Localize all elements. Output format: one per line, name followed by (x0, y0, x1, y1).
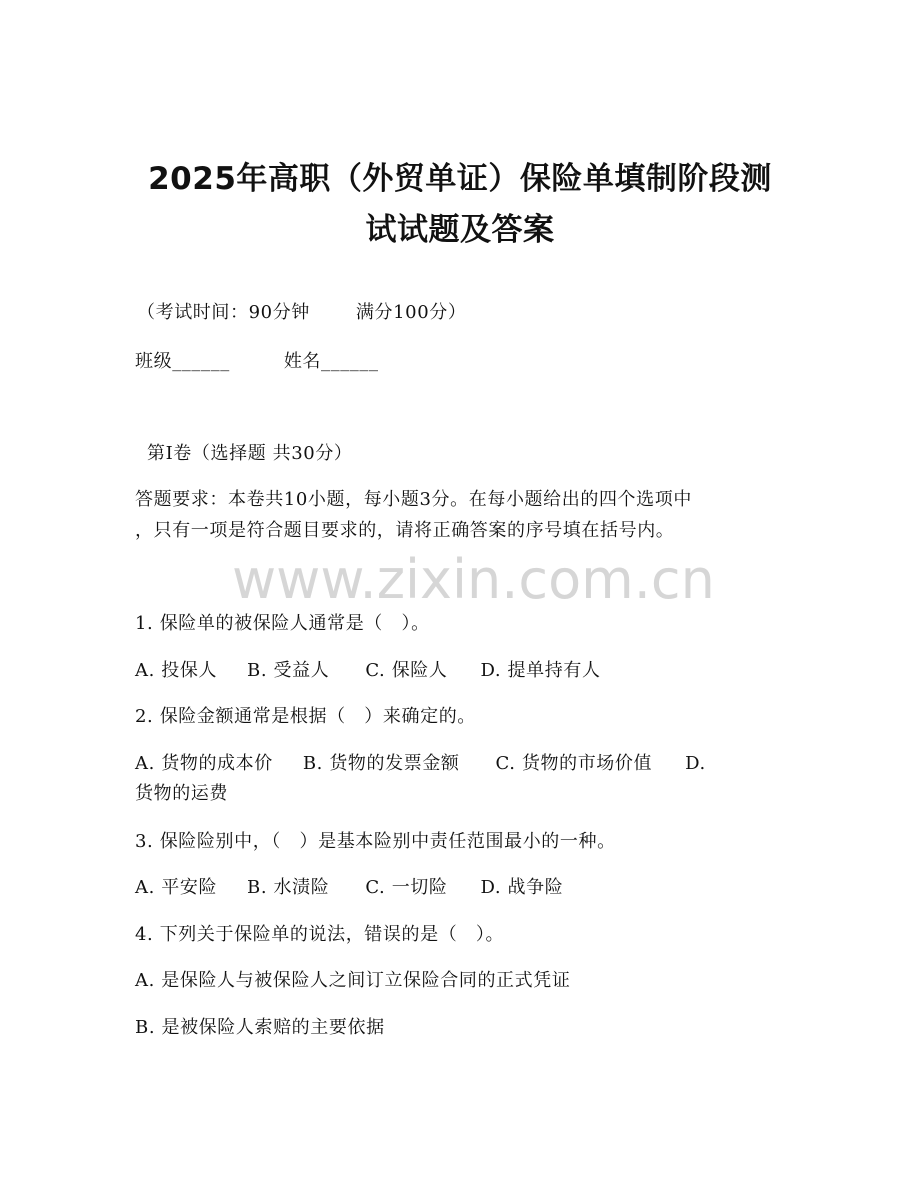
question-1-stem: 1. 保险单的被保险人通常是（ ）。 (135, 613, 430, 634)
q2-option-d: D. (685, 753, 706, 774)
student-fields (135, 348, 379, 376)
instruction-line-2: ，只有一项是符合题目要求的，请将正确答案的序号填在括号内。 (135, 520, 675, 541)
exam-full-score: 满分100分） (355, 302, 467, 323)
exam-info (137, 299, 466, 327)
instruction-line-1: 答题要求：本卷共10小题，每小题3分。在每小题给出的四个选项中 (135, 489, 692, 510)
question-4-option-a: A. 是保险人与被保险人之间订立保险合同的正式凭证 (135, 970, 571, 991)
class-field-label: 班级______ (135, 351, 230, 372)
q1-option-d: D. 提单持有人 (480, 660, 601, 681)
question-3-options (135, 874, 563, 902)
exam-time: （考试时间：90分钟 (137, 302, 310, 323)
q3-option-b: B. 水渍险 (247, 877, 330, 898)
q2-option-c: C. 货物的市场价值 (495, 753, 653, 774)
question-1-options (135, 657, 601, 685)
name-field-label: 姓名______ (283, 351, 379, 372)
q1-option-a: A. 投保人 (135, 660, 218, 681)
question-3-stem: 3. 保险险别中，（ ）是基本险别中责任范围最小的一种。 (135, 831, 616, 852)
question-4-stem: 4. 下列关于保险单的说法，错误的是（ ）。 (135, 924, 505, 945)
q2-option-a: A. 货物的成本价 (135, 753, 273, 774)
document-title-line-1: 2025年高职（外贸单证）保险单填制阶段测 (148, 161, 772, 197)
q1-option-c: C. 保险人 (365, 660, 448, 681)
q3-option-c: C. 一切险 (365, 877, 448, 898)
question-2-stem: 2. 保险金额通常是根据（ ）来确定的。 (135, 706, 476, 727)
question-2-options (135, 750, 706, 778)
question-2-options-continued: 货物的运费 (135, 783, 228, 804)
q2-option-b: B. 货物的发票金额 (302, 753, 460, 774)
q3-option-a: A. 平安险 (135, 877, 218, 898)
section-heading: 第I卷（选择题 共30分） (147, 443, 353, 464)
q3-option-d: D. 战争险 (480, 877, 564, 898)
watermark: www.zixin.com.cn (232, 548, 715, 611)
question-4-option-b: B. 是被保险人索赔的主要依据 (135, 1017, 385, 1038)
q1-option-b: B. 受益人 (247, 660, 330, 681)
document-title-line-2: 试试题及答案 (365, 212, 555, 248)
